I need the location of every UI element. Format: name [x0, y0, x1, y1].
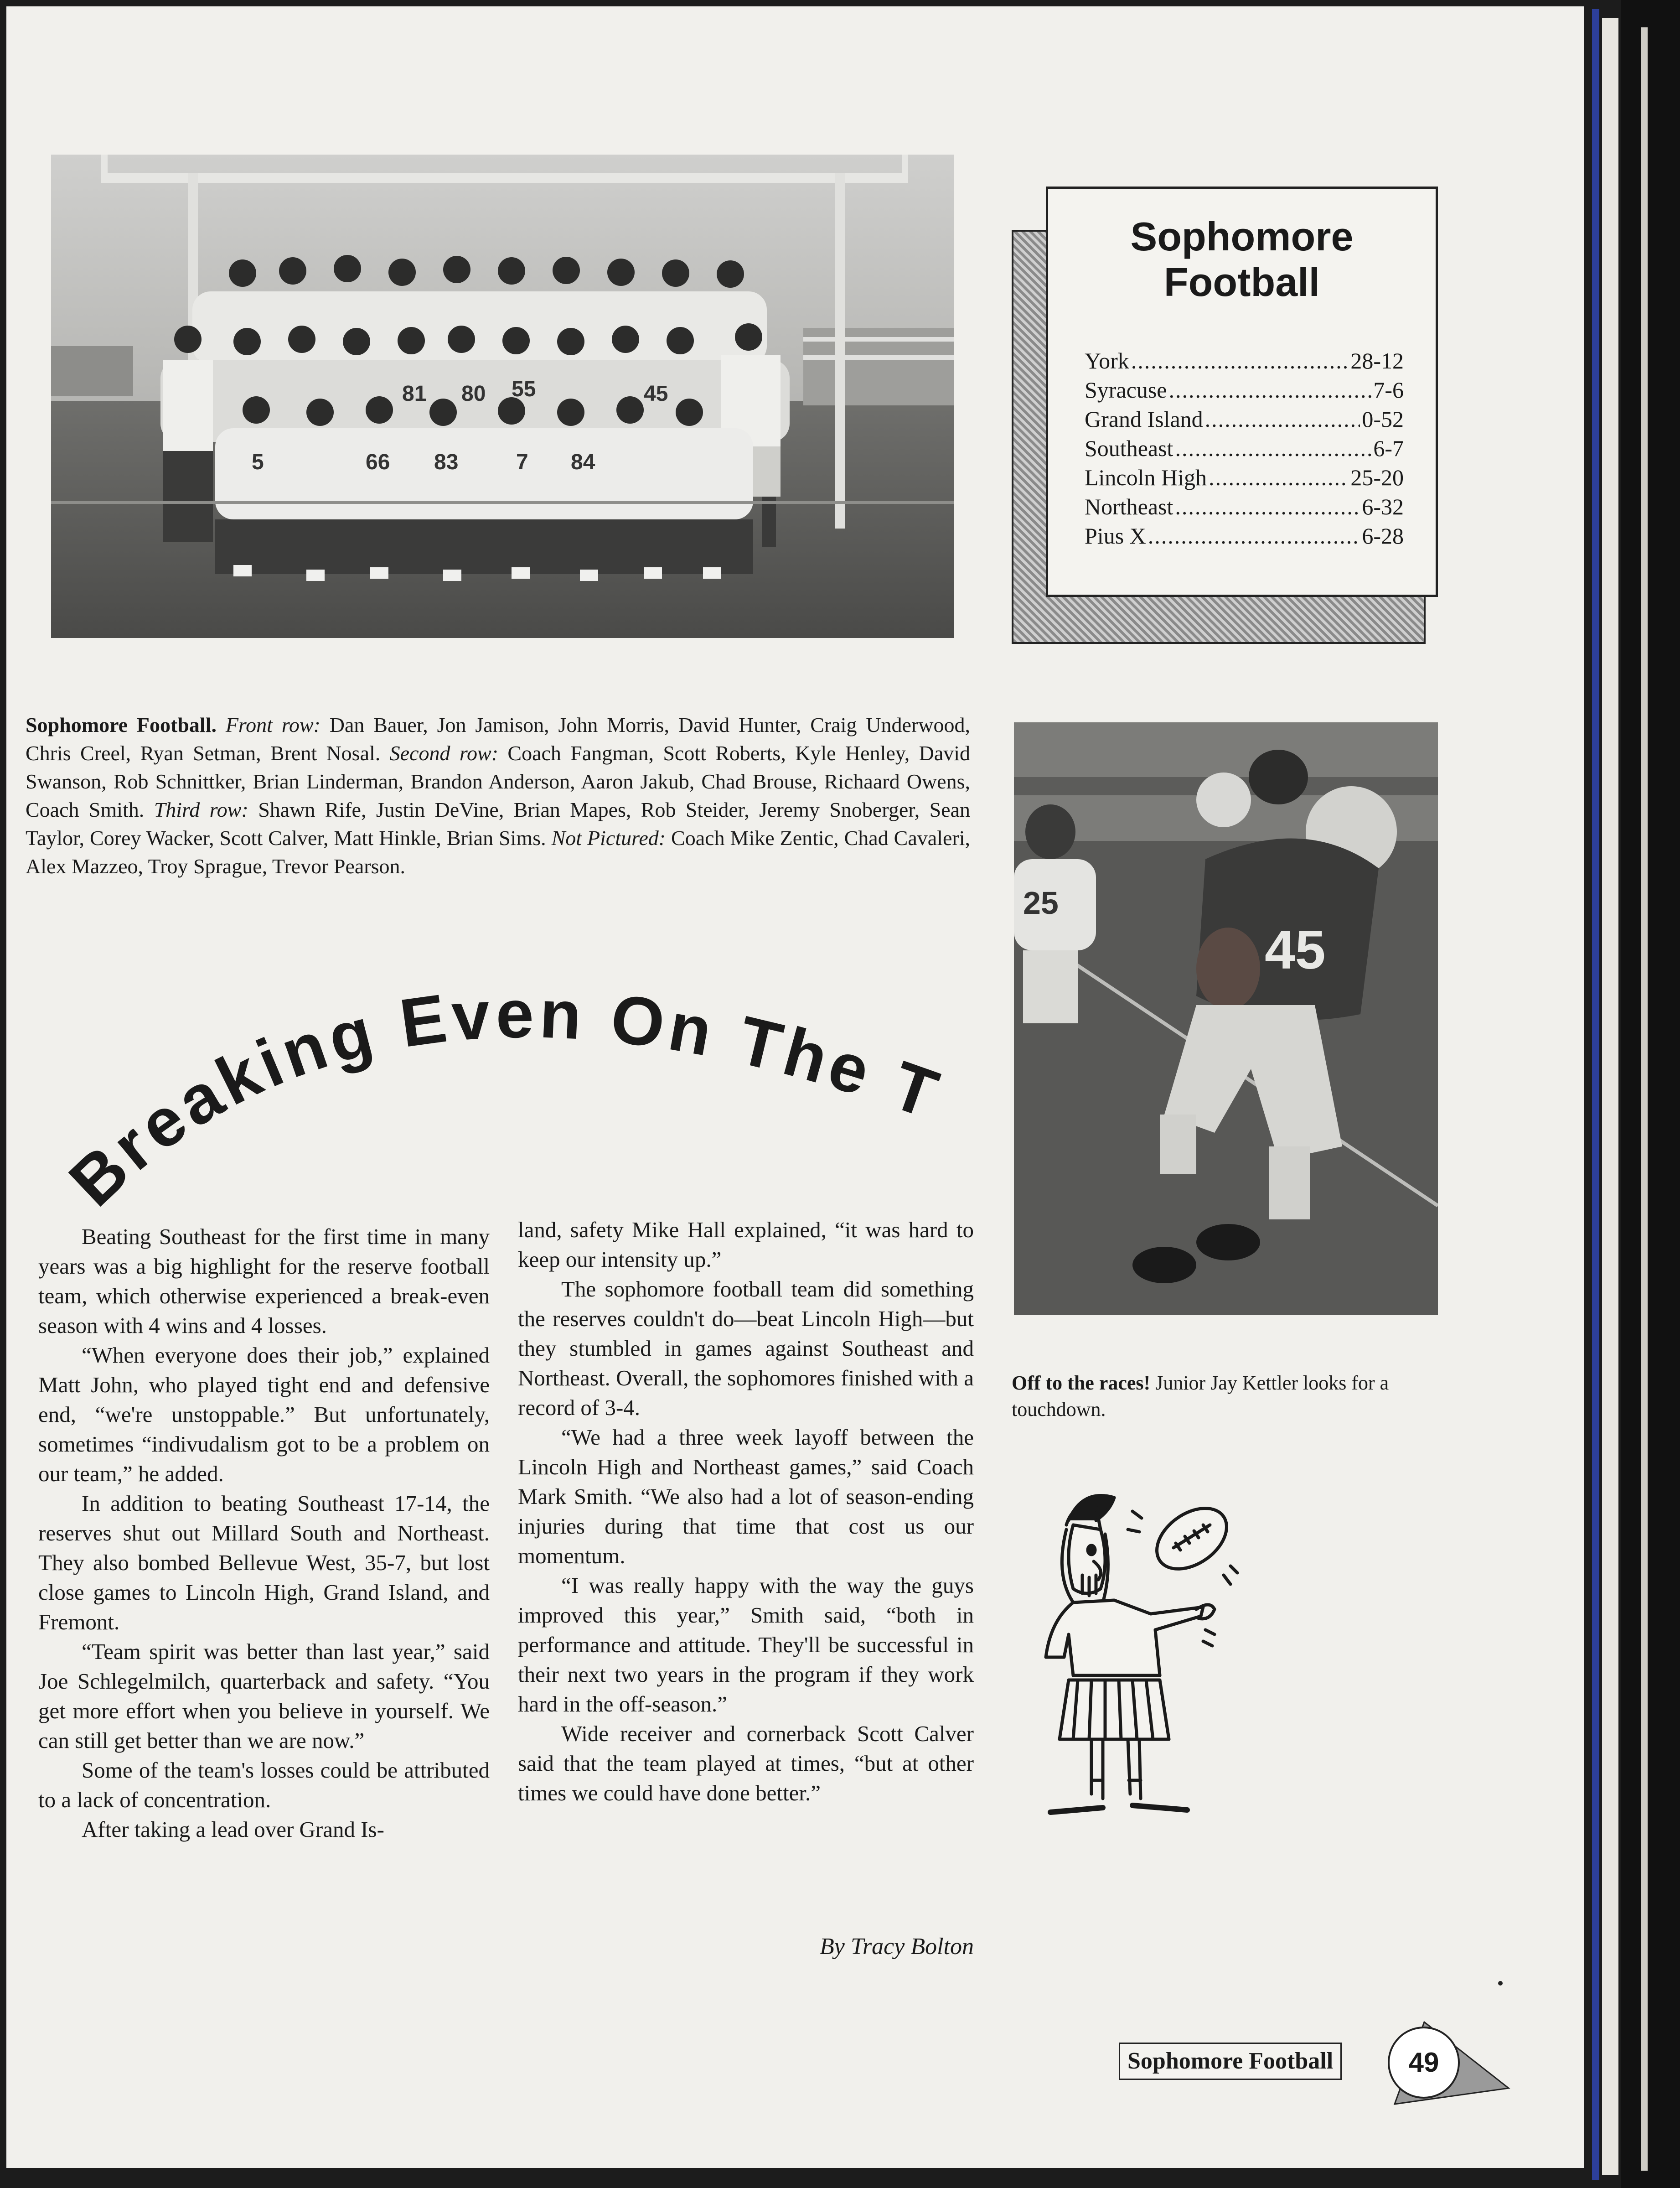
score-box-title-line1: Sophomore: [1130, 214, 1354, 259]
opponent: Lincoln High: [1085, 465, 1207, 490]
jersey-number: 81: [402, 382, 427, 406]
score-row: [1085, 434, 1404, 463]
front-row-label: Front row:: [225, 713, 320, 736]
score-row: [1085, 463, 1404, 492]
article-paragraph: In addition to beating Southeast 17-14, the reserves shut out Millard South and Northeast. They also bombed Bellevue West, 35-7, but lost close games to Lincoln High, Grand Island, and Fremont.: [38, 1491, 490, 1634]
game-score: 6-28: [1362, 523, 1404, 549]
team-photo-caption: [26, 711, 970, 881]
article-column-left: [38, 1222, 490, 1844]
score-list: [1085, 346, 1404, 550]
jersey-number: 45: [644, 382, 668, 406]
spartan-mascot-drawing: [1023, 1484, 1251, 1835]
article-paragraph: Wide receiver and cornerback Scott Calver said that the team played at times, “but at other times we could have done better.”: [518, 1721, 974, 1805]
jersey-number: 66: [366, 450, 390, 474]
team-photo: [51, 155, 954, 638]
score-row: [1085, 492, 1404, 521]
opponent: York: [1085, 348, 1129, 373]
jersey-number: 55: [512, 377, 536, 401]
score-box: [1046, 187, 1438, 597]
action-photo: [1014, 722, 1438, 1315]
headline-arc: [61, 955, 973, 1229]
article-headline: [61, 955, 973, 1229]
score-box-title: [1048, 214, 1436, 305]
jersey-number: 83: [434, 450, 459, 474]
svg-text:Breaking Even On The Turf: [61, 955, 947, 1220]
byline: By Tracy Bolton: [820, 1934, 974, 1960]
score-row: [1085, 404, 1404, 434]
team-photo-illustration: [51, 155, 954, 638]
game-score: 6-32: [1362, 494, 1404, 519]
third-row-label: Third row:: [154, 798, 248, 821]
binding-edge-cover-pages: [1641, 27, 1648, 2171]
binding-edge-cover: [1621, 0, 1680, 2188]
opponent: Northeast: [1085, 494, 1173, 519]
not-pictured-names: Coach Mike Zentic, Chad Cavaleri, Alex Mazzeo, Troy Sprague, Trevor Pearson.: [26, 826, 970, 878]
page-number: 49: [1388, 2027, 1460, 2099]
opponent: Pius X: [1085, 523, 1146, 549]
action-photo-illustration: [1014, 722, 1438, 1315]
opponent: Syracuse: [1085, 377, 1167, 403]
second-row-label: Second row:: [389, 741, 499, 765]
yearbook-page: [6, 6, 1584, 2168]
headline-text: Breaking Even On The T: [61, 975, 947, 1221]
jersey-number: 5: [252, 450, 264, 474]
third-row-names: Shawn Rife, Justin DeVine, Brian Mapes, Rob Steider, Jeremy Snoberger, Sean Taylor, Corey Wacker, Scott Calver, Matt Hinkle, Brian Sims.: [26, 798, 970, 850]
jersey-number: 80: [461, 382, 486, 406]
spartan-mascot-icon: [1023, 1484, 1251, 1835]
score-row: [1085, 375, 1404, 404]
caption-text: Junior Jay Kettler looks for a touchdown.: [1012, 1372, 1389, 1421]
jersey-number: 84: [571, 450, 595, 474]
footer-section-label: Sophomore Football: [1119, 2043, 1342, 2080]
score-box-title-line2: Football: [1163, 259, 1320, 305]
article-paragraph: After taking a lead over Grand Is-: [82, 1817, 384, 1842]
caption-title: Sophomore Football.: [26, 713, 217, 736]
opponent: Southeast: [1085, 436, 1173, 461]
not-pictured-label: Not Pictured:: [551, 826, 666, 850]
score-row: [1085, 521, 1404, 550]
front-row-names: Dan Bauer, Jon Jamison, John Morris, David Hunter, Craig Underwood, Chris Creel, Ryan Setman, Brent Nosal.: [26, 713, 970, 765]
game-score: 6-7: [1373, 436, 1404, 461]
article-paragraph: The sophomore football team did something the reserves couldn't do—beat Lincoln High—but they stumbled in games against Southeast and Northeast. Overall, the sophomores finished with a record of 3-4.: [518, 1276, 974, 1420]
article-column-right: [518, 1215, 974, 1808]
article-paragraph: land, safety Mike Hall explained, “it was hard to keep our intensity up.”: [518, 1217, 974, 1272]
article-paragraph: “Team spirit was better than last year,” said Joe Schlegelmilch, quarterback and safety. “You get more effort when you believe in yourself. We can still get better than we are now.”: [38, 1639, 490, 1753]
action-photo-caption: [1012, 1370, 1463, 1423]
article-paragraph: Beating Southeast for the first time in many years was a big highlight for the reserve football team, which otherwise experienced a break-even season with 4 wins and 4 losses.: [38, 1224, 490, 1338]
jersey-number: 45: [1265, 919, 1326, 980]
game-score: 28-12: [1350, 348, 1404, 373]
binding-edge-pages: [1602, 18, 1618, 2175]
opponent: Grand Island: [1085, 406, 1203, 432]
game-score: 25-20: [1350, 465, 1404, 490]
article-paragraph: “When everyone does their job,” explained Matt John, who played tight end and defensive end, “we're unstoppable.” But unfortunately, sometimes “indivudalism got to be a problem on our team,” he added.: [38, 1343, 490, 1486]
article-paragraph: Some of the team's losses could be attributed to a lack of concentration.: [38, 1758, 490, 1812]
game-score: 7-6: [1373, 377, 1404, 403]
article-paragraph: “We had a three week layoff between the Lincoln High and Northeast games,” said Coach Mark Smith. “We also had a lot of season-ending injuries during that time that cost us our momentum.: [518, 1425, 974, 1568]
article-paragraph: “I was really happy with the way the guys improved this year,” Smith said, “both in performance and attitude. They'll be successful in their next two years in the program if they work hard in the off-season.”: [518, 1573, 974, 1716]
jersey-number: 25: [1023, 885, 1059, 921]
jersey-number: 7: [516, 450, 528, 474]
ink-speck: [1498, 1981, 1503, 1986]
caption-lead: Off to the races!: [1012, 1372, 1151, 1394]
binding-edge-blue: [1592, 9, 1599, 2180]
score-row: [1085, 346, 1404, 375]
game-score: 0-52: [1362, 406, 1404, 432]
second-row-names: Coach Fangman, Scott Roberts, Kyle Henley, David Swanson, Rob Schnittker, Brian Linderman, Brandon Anderson, Aaron Jakub, Chad Brouse, Richaard Owens, Coach Smith.: [26, 741, 971, 821]
